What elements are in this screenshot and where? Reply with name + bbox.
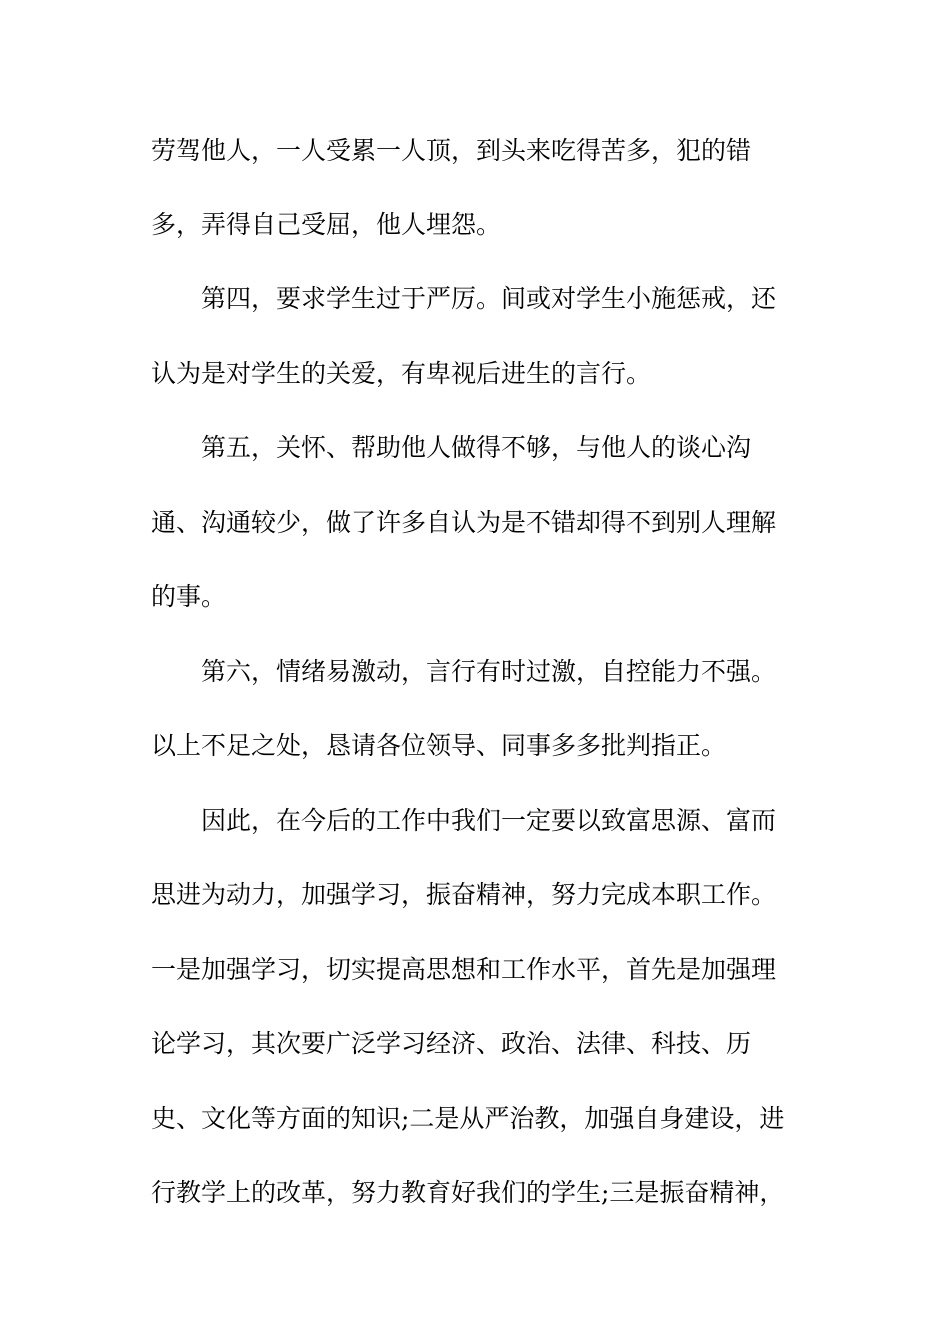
text-line: 多，弄得自己受屈，他人埋怨。 [151, 210, 502, 239]
text-line: 思进为动力，加强学习，振奋精神，努力完成本职工作。 [151, 880, 777, 909]
text-line: 一是加强学习，切实提高思想和工作水平，首先是加强理 [151, 955, 777, 984]
text-line: 史、文化等方面的知识;二是从严治教，加强自身建设，进 [151, 1104, 785, 1133]
text-line: 以上不足之处，恳请各位领导、同事多多批判指正。 [151, 731, 727, 760]
text-line: 第五，关怀、帮助他人做得不够，与他人的谈心沟 [151, 433, 752, 462]
text-line: 通、沟通较少，做了许多自认为是不错却得不到别人理解 [151, 508, 777, 537]
text-line: 劳驾他人，一人受累一人顶，到头来吃得苦多，犯的错 [151, 136, 752, 165]
text-line: 第六，情绪易激动，言行有时过激，自控能力不强。 [151, 657, 777, 686]
text-line: 第四，要求学生过于严厉。间或对学生小施惩戒，还 [151, 284, 777, 313]
text-line: 认为是对学生的关爱，有卑视后进生的言行。 [151, 359, 652, 388]
text-line: 行教学上的改革，努力教育好我们的学生;三是振奋精神， [151, 1178, 785, 1207]
text-line: 的事。 [151, 582, 227, 611]
text-line: 因此，在今后的工作中我们一定要以致富思源、富而 [151, 806, 777, 835]
text-line: 论学习，其次要广泛学习经济、政治、法律、科技、历 [151, 1029, 752, 1058]
